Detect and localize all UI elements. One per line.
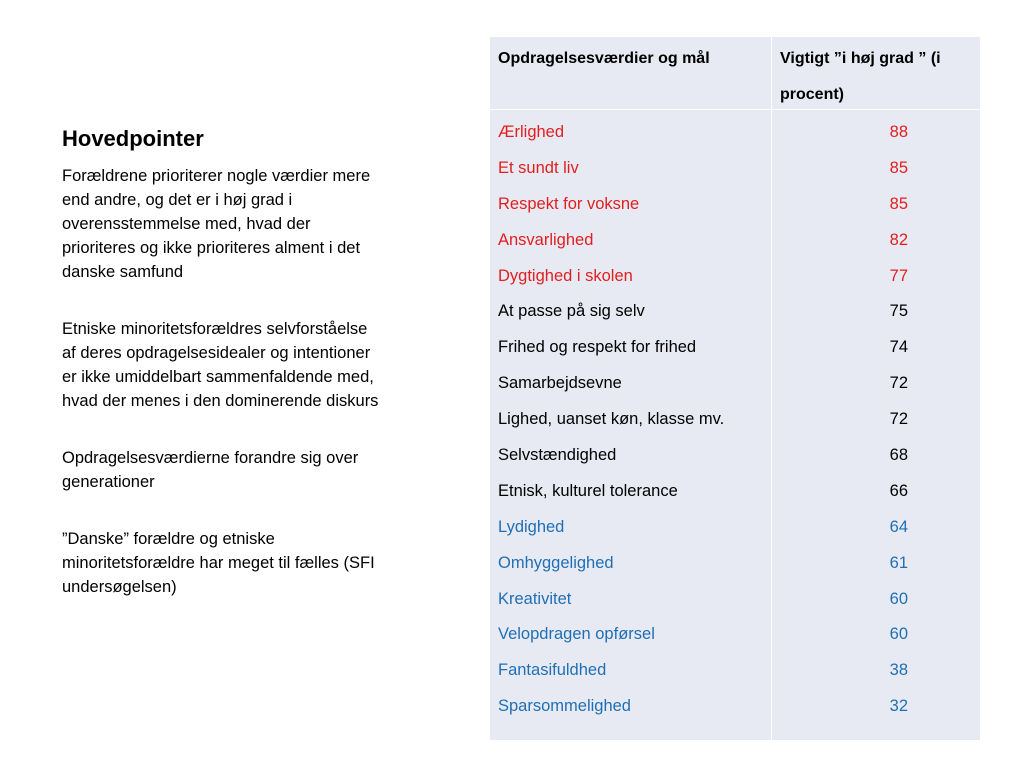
table-row-value: 64 <box>889 517 908 536</box>
table-row-value: 77 <box>889 266 908 285</box>
table-row-label: Velopdragen opførsel <box>498 625 655 644</box>
values-table <box>490 37 980 740</box>
table-row-label: Sparsommelighed <box>498 697 631 716</box>
table-row-label: Dygtighed i skolen <box>498 266 633 285</box>
table-row-label: Lighed, uanset køn, klasse mv. <box>498 410 725 429</box>
table-row-value: 68 <box>889 446 908 465</box>
table-row-label: Etnisk, kulturel tolerance <box>498 481 678 500</box>
table-header <box>490 37 980 110</box>
table-row-value: 38 <box>889 661 908 680</box>
table-row-value: 88 <box>889 123 908 141</box>
table-row-label: Kreativitet <box>498 589 572 608</box>
table-row-value: 74 <box>889 338 908 357</box>
table-body <box>490 110 980 740</box>
table-row-value: 60 <box>889 625 908 644</box>
label-column <box>490 110 772 740</box>
table-row-label: Respekt for voksne <box>498 194 640 213</box>
table-row-label: Ansvarlighed <box>498 230 594 249</box>
table-row-value: 82 <box>889 230 908 249</box>
table-row-value: 75 <box>889 302 908 321</box>
table-row-value: 60 <box>889 589 908 608</box>
key-point-paragraph: ”Danske” forældre og etniske minoritetsforældre har meget til fælles (SFI undersøgelsen) <box>62 530 375 596</box>
table-row-value: 66 <box>889 481 908 500</box>
table-row-label: Fantasifuldhed <box>498 661 607 680</box>
key-points-heading: Hovedpointer <box>62 126 204 151</box>
table-row-value: 85 <box>889 194 908 213</box>
table-row-label: Frihed og respekt for frihed <box>498 338 697 357</box>
table-row-label: Omhyggelighed <box>498 553 614 572</box>
key-point-paragraph: Forældrene prioriterer nogle værdier mere end andre, og det er i høj grad i overensstemmelse med, hvad der prioriteres og ikke prioriteres alment i det danske samfund <box>62 167 371 281</box>
table-row-value: 61 <box>889 553 908 572</box>
value-column <box>772 110 980 740</box>
table-row-value: 85 <box>889 158 908 177</box>
table-row-label: Samarbejdsevne <box>498 374 622 393</box>
table-row-value: 72 <box>889 410 908 429</box>
header-values-and-goals: Opdragelsesværdier og mål <box>490 37 772 109</box>
table-row-label: Lydighed <box>498 517 565 536</box>
key-point-paragraph: Opdragelsesværdierne forandre sig over generationer <box>62 449 359 491</box>
table-row-value: 72 <box>889 374 908 393</box>
header-importance-percent: Vigtigt ”i høj grad ” (i procent) <box>780 50 941 103</box>
table-row-label: Selvstændighed <box>498 446 617 465</box>
table-row-label: Ærlighed <box>498 123 565 141</box>
key-points-section <box>62 124 380 632</box>
key-point-paragraph: Etniske minoritetsforældres selvforståelse af deres opdragelsesidealer og intentioner er ikke umiddelbart sammenfaldende med, hvad der menes i den dominerende diskurs <box>62 320 379 410</box>
table-row-label: At passe på sig selv <box>498 302 645 321</box>
table-row-value: 32 <box>889 697 908 716</box>
table-row-label: Et sundt liv <box>498 158 579 177</box>
